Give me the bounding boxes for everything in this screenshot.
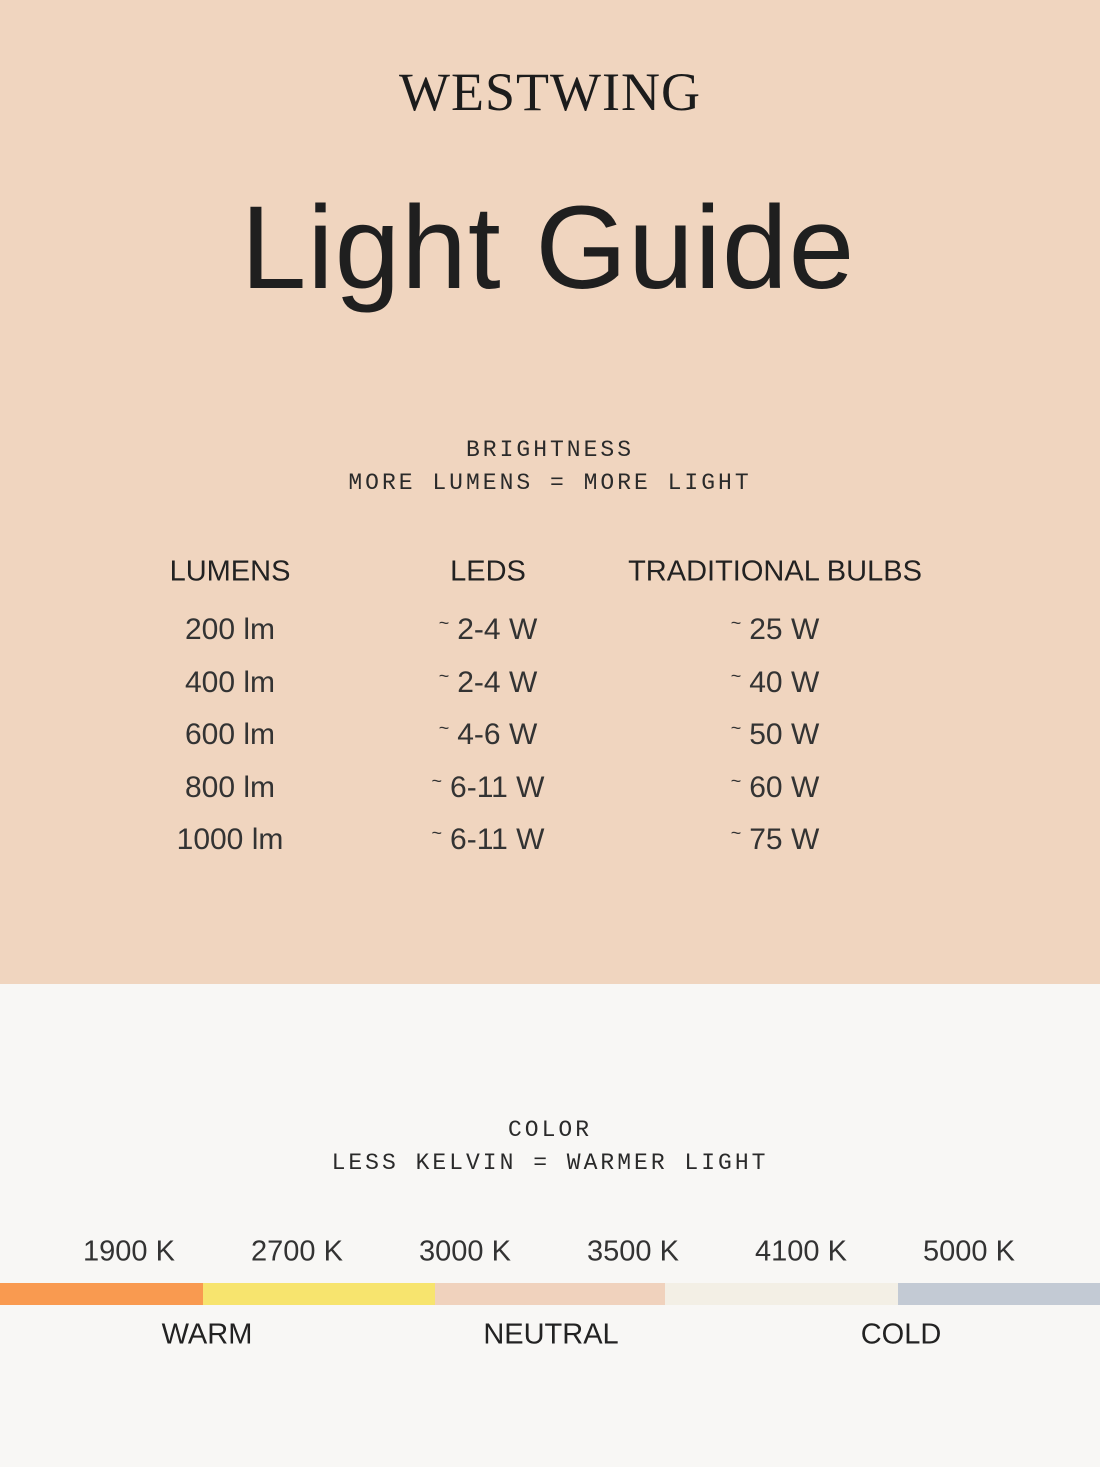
cell-value: 6-11 W [450,771,545,804]
approx-symbol: ~ [431,771,443,791]
cell-value: 200 lm [184,613,276,646]
label-neutral: NEUTRAL [483,1318,619,1351]
traditional-cell [731,666,820,700]
traditional-cell [731,613,820,647]
approx-symbol: ~ [730,771,742,791]
approx-symbol: ~ [730,718,742,738]
lumens-cell [185,771,275,805]
brightness-subheading: MORE LUMENS = MORE LIGHT [348,470,752,496]
leds-cell [439,666,538,700]
lumens-cell [185,718,275,752]
approx-symbol: ~ [431,823,443,843]
color-bar-segment [665,1283,898,1305]
cell-value: 400 lm [184,666,276,699]
brightness-heading: BRIGHTNESS [465,437,635,463]
traditional-cell [731,823,820,857]
lumens-cell [185,666,275,700]
cell-value: 40 W [749,666,820,699]
kelvin-label: 3500 K [587,1235,679,1268]
traditional-cell [731,718,820,752]
approx-symbol: ~ [730,823,742,843]
label-warm: WARM [161,1318,253,1351]
color-bar-segment [0,1283,203,1305]
approx-symbol: ~ [438,718,450,738]
cell-value: 25 W [749,613,820,646]
kelvin-label: 4100 K [755,1235,847,1268]
page-title: Light Guide [240,182,856,314]
color-subheading: LESS KELVIN = WARMER LIGHT [331,1150,769,1176]
leds-cell [439,613,538,647]
column-header-leds: LEDS [450,555,526,588]
color-bar-segment [435,1283,665,1305]
kelvin-label: 1900 K [83,1235,175,1268]
cell-value: 600 lm [184,718,276,751]
cell-value: 4-6 W [457,718,538,751]
kelvin-label: 5000 K [923,1235,1015,1268]
kelvin-label: 3000 K [419,1235,511,1268]
brand-logo: WESTWING [399,62,701,122]
traditional-cell [731,771,820,805]
lumens-cell [177,823,284,857]
label-cold: COLD [860,1318,942,1351]
leds-cell [432,823,545,857]
cell-value: 1000 lm [176,823,284,856]
cell-value: 2-4 W [457,666,538,699]
approx-symbol: ~ [730,613,742,633]
color-bar-segment [898,1283,1100,1305]
kelvin-label: 2700 K [251,1235,343,1268]
cell-value: 2-4 W [457,613,538,646]
column-header-lumens: LUMENS [169,555,291,588]
leds-cell [432,771,545,805]
cell-value: 800 lm [184,771,276,804]
lumens-cell [185,613,275,647]
column-header-traditional: TRADITIONAL BULBS [628,555,922,588]
color-heading: COLOR [507,1117,593,1143]
cell-value: 6-11 W [450,823,545,856]
approx-symbol: ~ [438,666,450,686]
approx-symbol: ~ [438,613,450,633]
cell-value: 75 W [749,823,820,856]
approx-symbol: ~ [730,666,742,686]
leds-cell [439,718,538,752]
color-bar-segment [203,1283,435,1305]
cell-value: 50 W [749,718,820,751]
cell-value: 60 W [749,771,820,804]
